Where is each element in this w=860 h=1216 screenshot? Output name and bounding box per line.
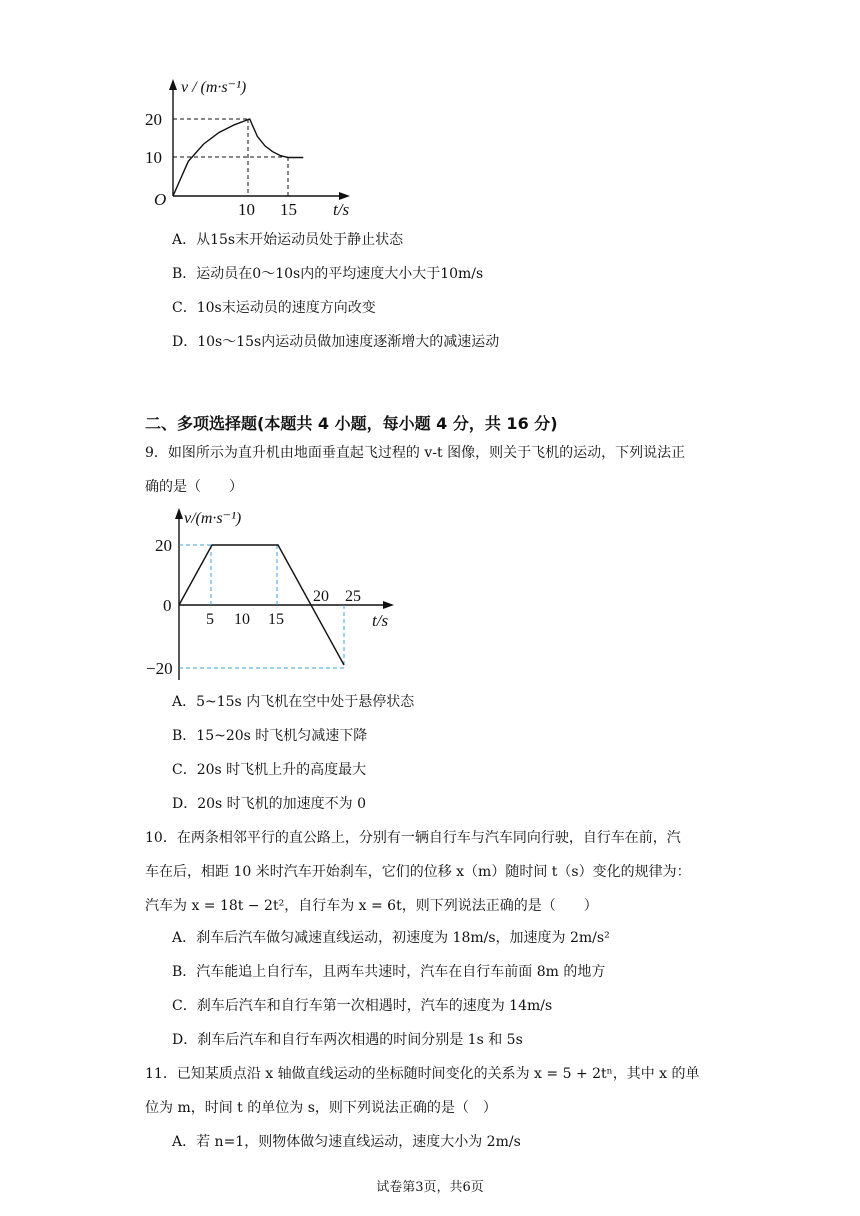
graph-1-y-arrow [169,79,177,90]
graph-1-origin: O [154,190,167,209]
graph-2-vt [0,500,860,700]
graph-2-x-tick-20: 20 [313,588,329,605]
q10-option-b[interactable]: B．汽车能追上自行车，且两车共速时，汽车在自行车前面 8m 的地方 [172,964,606,980]
q9-stem-line-2: 确的是（ ） [145,479,243,495]
q9-option-b[interactable]: B．15~20s 时飞机匀减速下降 [172,728,368,744]
q9-option-d[interactable]: D．20s 时飞机的加速度不为 0 [172,796,367,812]
q8-option-d[interactable]: D．10s～15s内运动员做加速度逐渐增大的减速运动 [172,334,500,350]
graph-1-x-tick-10: 10 [238,200,255,219]
graph-2-y-label: v/(m·s⁻¹) [184,510,242,527]
q9-option-c[interactable]: C．20s 时飞机上升的高度最大 [172,762,367,778]
q9-stem-line-1: 9．如图所示为直升机由地面垂直起飞过程的 v-t 图像，则关于飞机的运动，下列说法正 [145,445,686,461]
q9-option-a[interactable]: A．5~15s 内飞机在空中处于悬停状态 [172,694,415,710]
graph-2-x-label: t/s [372,611,389,630]
q8-option-b[interactable]: B．运动员在0～10s内的平均速度大小大于10m/s [172,266,484,282]
graph-2-y-tick-0: 0 [163,596,172,615]
graph-1-x-tick-15: 15 [280,200,297,219]
graph-2-guides [179,545,344,668]
graph-2-x-arrow [383,601,394,609]
q10-stem-line-2: 车在后，相距 10 米时汽车开始刹车，它们的位移 x（m）随时间 t（s）变化的规律为： [145,864,691,880]
graph-1-y-tick-20: 20 [145,110,162,129]
q10-option-c[interactable]: C．刹车后汽车和自行车第一次相遇时，汽车的速度为 14m/s [172,998,553,1014]
graph-2-x-tick-15: 15 [268,611,284,628]
graph-1-vt [0,0,860,230]
section-2-heading: 二、多项选择题(本题共 4 小题，每小题 4 分，共 16 分) [145,414,558,433]
q10-stem-line-3: 汽车为 x = 18t − 2t²，自行车为 x = 6t，则下列说法正确的是（ ） [145,898,598,914]
q11-option-a[interactable]: A．若 n=1，则物体做匀速直线运动，速度大小为 2m/s [172,1134,521,1150]
q8-option-c[interactable]: C．10s末运动员的速度方向改变 [172,300,376,316]
graph-1-axes [173,85,342,196]
page-footer: 试卷第3页，共6页 [376,1180,484,1195]
q11-stem-line-2: 位为 m，时间 t 的单位为 s，则下列说法正确的是（ ） [145,1100,497,1116]
graph-1-y-label: v / (m·s⁻¹) [181,79,247,96]
q10-stem-line-1: 10．在两条相邻平行的直公路上，分别有一辆自行车与汽车同向行驶，自行车在前，汽 [145,830,681,846]
q11-stem-line-1: 11．已知某质点沿 x 轴做直线运动的坐标随时间变化的关系为 x = 5 + 2tⁿ，其中 x 的单 [145,1066,700,1082]
graph-1-y-tick-10: 10 [145,148,162,167]
q10-option-a[interactable]: A．刹车后汽车做匀减速直线运动，初速度为 18m/s，加速度为 2m/s² [172,930,610,946]
graph-1-x-label: t/s [333,200,350,219]
graph-2-x-tick-25: 25 [345,588,361,605]
graph-2-x-tick-10: 10 [234,611,250,628]
graph-1-x-arrow [339,192,350,200]
graph-2-y-tick-neg20: −20 [146,659,173,678]
q8-option-a[interactable]: A．从15s末开始运动员处于静止状态 [172,232,404,248]
graph-2-y-tick-20: 20 [155,536,172,555]
graph-2-y-arrow [175,508,183,519]
q10-option-d[interactable]: D．刹车后汽车和自行车两次相遇的时间分别是 1s 和 5s [172,1032,523,1048]
graph-1-guides [173,119,288,196]
graph-2-x-tick-5: 5 [206,611,214,628]
